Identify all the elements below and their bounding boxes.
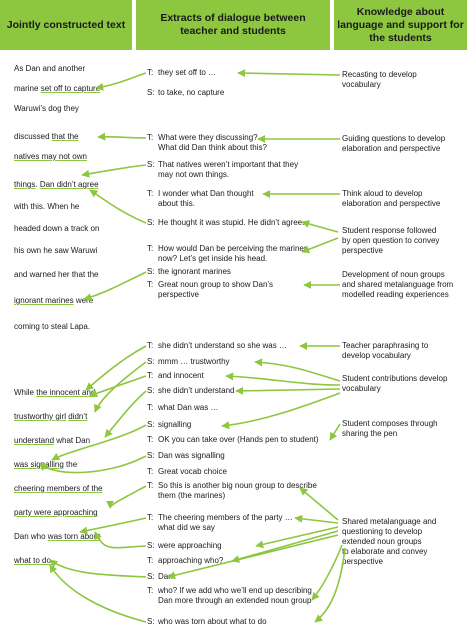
arrow-to-dialogue (315, 548, 345, 622)
speaker-label: S: (147, 572, 155, 581)
arrow-to-text (95, 532, 146, 548)
highlighted-phrase: ignorant marines (14, 296, 74, 305)
arrow-to-text (95, 362, 146, 412)
utterance-line: perspective (158, 290, 199, 299)
arrow-to-text (90, 190, 146, 223)
knowledge-line: to elaborate and convey (342, 547, 428, 556)
highlighted-phrase: didn’t (68, 412, 88, 421)
speaker-label: S: (147, 160, 155, 169)
utterance-line: How would Dan be perceiving the marines (158, 244, 308, 253)
utterance-line: mmm … trustworthy (158, 357, 230, 366)
speaker-label: T: (147, 371, 154, 380)
arrow-to-dialogue (300, 488, 338, 520)
highlighted-phrase: trustworthy girl (14, 412, 67, 421)
utterance-line: signalling (158, 420, 192, 429)
highlighted-phrase: understand (14, 436, 55, 445)
highlighted-phrase: was signalling (14, 460, 64, 469)
arrow-to-text (82, 165, 146, 175)
text-segment: his own he saw Waruwi (14, 246, 98, 255)
speaker-label: T: (147, 435, 154, 444)
highlighted-phrase: party were approaching (14, 508, 98, 517)
utterance-line: and innocent (158, 371, 204, 380)
speaker-label: T: (147, 68, 154, 77)
knowledge-line: elaboration and perspective (342, 144, 441, 153)
knowledge-line: Student composes through (342, 419, 438, 428)
utterance-line: them (the marines) (158, 491, 226, 500)
header-col3-line: language and support for (337, 18, 464, 31)
arrow-to-dialogue (255, 362, 340, 381)
speaker-label: S: (147, 218, 155, 227)
text-segment: the (63, 460, 78, 469)
arrow-to-text (98, 137, 146, 138)
highlighted-phrase: set off to capture (40, 84, 101, 93)
header-col2-line: teacher and students (180, 25, 286, 37)
knowledge-line: by open question to convey (342, 236, 440, 245)
text-segment: and warned her that the (14, 270, 99, 279)
text-segment: As Dan and another (14, 64, 86, 73)
utterance-line: she didn’t understand (158, 386, 235, 395)
utterance-line: What were they discussing? (158, 133, 258, 142)
text-segment: Waruwi’s dog they (14, 104, 79, 113)
arrow-to-text (80, 518, 146, 532)
utterance-line: may not own things. (158, 170, 230, 179)
arrow-to-text (52, 425, 146, 460)
highlighted-phrase: was torn about (47, 532, 101, 541)
text-segment: headed down a track on (14, 224, 100, 233)
utterance-line: Dan was signalling (158, 451, 225, 460)
speaker-label: S: (147, 451, 155, 460)
text-segment: what Dan (54, 436, 91, 445)
knowledge-line: Recasting to develop (342, 70, 417, 79)
knowledge-line: Think aloud to develop (342, 189, 423, 198)
utterance-line: The cheering members of the party … (158, 513, 293, 522)
arrow-to-dialogue (236, 389, 340, 391)
utterance-line: That natives weren’t important that they (158, 160, 299, 169)
speaker-label: T: (147, 586, 154, 595)
knowledge-line: Shared metalanguage and (342, 517, 437, 526)
highlighted-phrase: things (14, 180, 36, 189)
speaker-label: T: (147, 556, 154, 565)
speaker-label: T: (147, 133, 154, 142)
knowledge-line: vocabulary (342, 80, 381, 89)
arrow-to-dialogue (168, 535, 338, 577)
speaker-label: T: (147, 189, 154, 198)
utterance-line: Dan (158, 572, 173, 581)
knowledge-line: questioning to develop (342, 527, 423, 536)
arrow-to-dialogue (226, 376, 340, 385)
speaker-label: S: (147, 541, 155, 550)
speaker-label: S: (147, 88, 155, 97)
utterance-line: what did we say (158, 523, 215, 532)
utterance-line: the ignorant marines (158, 267, 231, 276)
knowledge-line: Teacher paraphrasing to (342, 341, 429, 350)
speaker-label: S: (147, 420, 155, 429)
knowledge-line: perspective (342, 557, 383, 566)
utterance-line: to take, no capture (158, 88, 225, 97)
arrow-to-text (96, 73, 146, 88)
highlighted-phrase: that the (51, 132, 79, 141)
header-col3-line: the students (369, 31, 432, 44)
highlighted-phrase: Dan didn’t agree (39, 180, 99, 189)
header-col3-line: Knowledge about (356, 5, 445, 18)
speaker-label: T: (147, 403, 154, 412)
knowledge-line: develop vocabulary (342, 351, 411, 360)
text-segment: While (14, 388, 37, 397)
text-segment: discussed (14, 132, 52, 141)
utterance-line: So this is another big noun group to describe (158, 481, 317, 490)
knowledge-line: Guiding questions to develop (342, 134, 446, 143)
highlighted-phrase: natives may not own (14, 152, 87, 161)
text-segment: . (35, 180, 40, 189)
utterance-line: Dan more through an extended noun group (158, 596, 312, 605)
knowledge-line: vocabulary (342, 384, 381, 393)
knowledge-line: sharing the pen (342, 429, 398, 438)
speaker-label: T: (147, 341, 154, 350)
arrow-to-dialogue (312, 545, 342, 600)
arrow-to-text (84, 272, 146, 299)
arrow-to-dialogue (330, 424, 340, 440)
knowledge-line: extended noun groups (342, 537, 422, 546)
utterance-line: Great noun group to show Dan’s (158, 280, 274, 289)
knowledge-line: perspective (342, 246, 383, 255)
knowledge-line: Student contributions develop (342, 374, 448, 383)
knowledge-line: modelled reading experiences (342, 290, 449, 299)
utterance-line: What did Dan think about this? (158, 143, 267, 152)
text-segment: marine (14, 84, 41, 93)
speaker-label: T: (147, 481, 154, 490)
speaker-label: S: (147, 386, 155, 395)
knowledge-line: Student response followed (342, 226, 437, 235)
utterance-line: about this. (158, 199, 195, 208)
utterance-line: He thought it was stupid. He didn’t agree. (158, 218, 305, 227)
text-segment: Dan who (14, 532, 48, 541)
arrow-to-dialogue (302, 222, 338, 232)
arrow-to-text (50, 560, 146, 577)
utterance-line: who was torn about what to do (158, 617, 267, 626)
utterance-line: approaching who? (158, 556, 224, 565)
arrow-to-text (110, 486, 146, 508)
utterance-line: OK you can take over (Hands pen to student) (158, 435, 319, 444)
arrow-to-dialogue (238, 73, 340, 75)
utterance-line: I wonder what Dan thought (158, 189, 254, 198)
utterance-line: Great vocab choice (158, 467, 227, 476)
highlighted-phrase: the innocent and (36, 388, 96, 397)
highlighted-phrase: what to do. (14, 556, 54, 565)
text-segment: coming to steal Lapa. (14, 322, 91, 331)
knowledge-line: and shared metalanguage from (342, 280, 454, 289)
arrow-to-text (105, 391, 146, 437)
speaker-label: S: (147, 267, 155, 276)
header-col1-label: Jointly constructed text (6, 18, 126, 31)
speaker-label: S: (147, 357, 155, 366)
knowledge-line: elaboration and perspective (342, 199, 441, 208)
speaker-label: T: (147, 513, 154, 522)
highlighted-phrase: cheering members of the (14, 484, 103, 493)
speaker-label: T: (147, 280, 154, 289)
text-segment: were (73, 296, 94, 305)
speaker-label: T: (147, 467, 154, 476)
utterance-line: they set off to … (158, 68, 217, 77)
arrow-to-dialogue (302, 238, 338, 252)
utterance-line: what Dan was … (158, 403, 219, 412)
speaker-label: S: (147, 617, 155, 626)
text-segment: with this. When he (14, 202, 80, 211)
utterance-line: were approaching (158, 541, 222, 550)
knowledge-line: Development of noun groups (342, 270, 445, 279)
utterance-line: she didn’t understand so she was … (158, 341, 287, 350)
speaker-label: T: (147, 244, 154, 253)
header-col2-line: Extracts of dialogue between (160, 12, 306, 24)
arrow-to-dialogue (222, 393, 340, 426)
utterance-line: who? If we add who we’ll end up describing (158, 586, 312, 595)
arrow-to-dialogue (295, 518, 338, 523)
utterance-line: now? Let’s get inside his head. (158, 254, 268, 263)
